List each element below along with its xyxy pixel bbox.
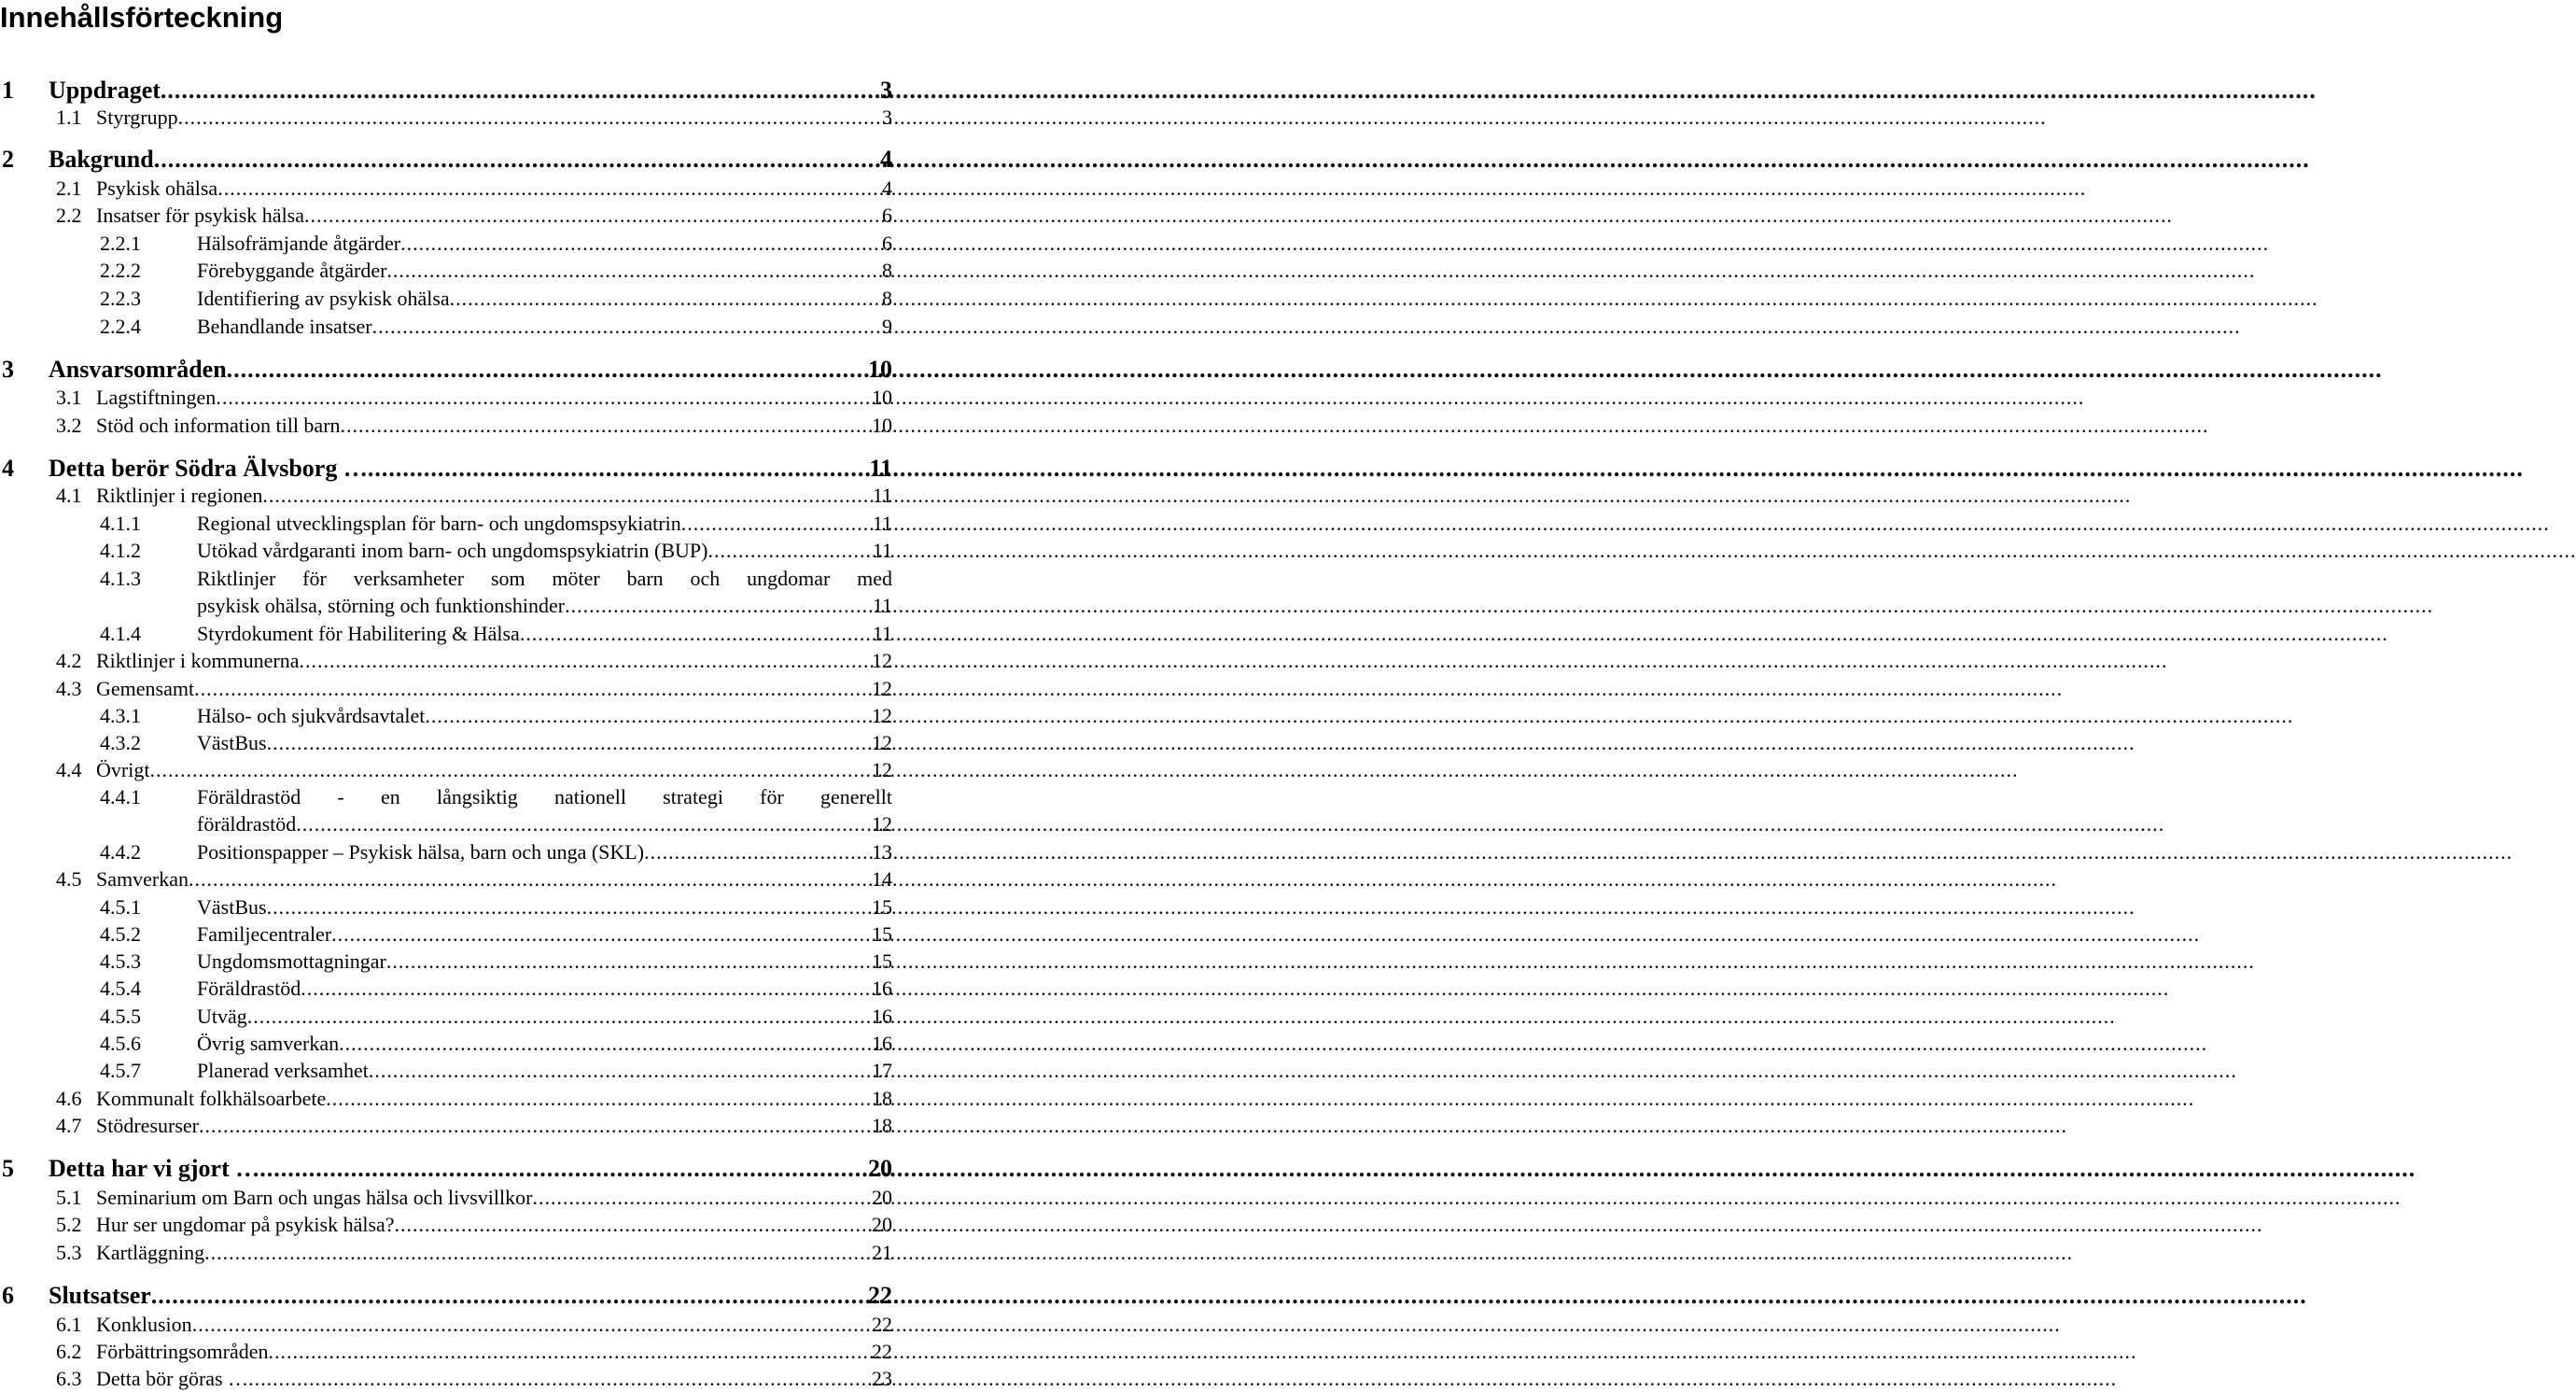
toc-entry-page: 11 [872, 622, 892, 645]
toc-entry-page: 16 [872, 1005, 892, 1028]
toc-entry-number: 5.2 [56, 1213, 82, 1236]
toc-dot-leader [248, 1365, 870, 1392]
toc-entry-text: Utökad vårdgaranti inom barn- och ungdomspsykiatrin (BUP) [197, 539, 708, 562]
toc-dot-leader [450, 285, 880, 312]
toc-dot-leader [368, 454, 868, 484]
toc-entry-number: 4.1.1 [100, 512, 141, 535]
toc-entry-number: 2.2.1 [100, 232, 141, 255]
toc-entry-text: Positionspapper – Psykisk hälsa, barn och unga (SKL) [197, 840, 645, 864]
toc-entry-number: 3.1 [56, 386, 82, 409]
toc-entry-page: 20 [872, 1186, 892, 1209]
toc-entry-text: Styrgrupp [96, 105, 178, 129]
toc-entry-page: 6 [882, 232, 892, 255]
toc-entry-number: 4.5.1 [100, 895, 141, 919]
toc-entry-text: Stöd och information till barn [96, 414, 341, 437]
toc-entry-number: 4.1.4 [100, 622, 141, 645]
toc-entry-number: 6 [2, 1282, 14, 1309]
toc-entry-page: 22 [868, 1282, 892, 1309]
toc-entry-page: 12 [872, 649, 892, 672]
toc-entry-text: Utväg [197, 1005, 247, 1028]
toc-entry-text: Ungdomsmottagningar [197, 949, 386, 973]
toc-entry-number: 4.5 [56, 867, 82, 891]
toc-entry-number: 2.2 [56, 204, 82, 227]
toc-entry-page: 12 [872, 731, 892, 754]
toc-entry-number: 4.5.2 [100, 922, 141, 946]
toc-dot-leader [267, 893, 870, 921]
toc-entry-page: 12 [872, 758, 892, 781]
toc-entry-number: 6.3 [56, 1367, 82, 1390]
toc-entry-page: 22 [872, 1313, 892, 1336]
toc-dot-leader [644, 838, 870, 865]
toc-dot-leader [565, 592, 871, 619]
toc-entry-page: 12 [872, 704, 892, 727]
toc-entry-number: 4.6 [56, 1087, 82, 1110]
toc-dot-leader [247, 1003, 870, 1030]
toc-entry-text: Övrig samverkan [197, 1032, 340, 1055]
toc-entry-text: Hälso- och sjukvårdsavtalet [197, 704, 426, 727]
toc-entry-page: 18 [872, 1087, 892, 1110]
toc-entry-page: 10 [868, 356, 892, 383]
toc-entry-number: 3.2 [56, 414, 82, 437]
toc-entry-number: 4.5.3 [100, 949, 141, 973]
toc-entry-text: Planerad verksamhet [197, 1059, 369, 1082]
toc-entry-text: VästBus [197, 731, 267, 754]
toc-entry-number: 2.2.4 [100, 315, 141, 338]
toc-entry-text: Stödresurser [96, 1114, 199, 1137]
toc-dot-leader [425, 702, 870, 729]
toc-dot-leader [520, 620, 871, 647]
toc-entry-text: Kartläggning [96, 1241, 205, 1264]
toc-dot-leader [151, 1281, 866, 1311]
toc-entry-number: 4.5.7 [100, 1059, 141, 1082]
toc-dot-leader [326, 1085, 870, 1112]
toc-entry-page: 4 [880, 146, 892, 173]
toc-entry-text: Riktlinjer i kommunerna [96, 649, 300, 672]
toc-dot-leader [372, 313, 880, 340]
toc-entry-number: 4.2 [56, 649, 82, 672]
toc-entry-text: Förebyggande åtgärder [197, 259, 387, 282]
toc-dot-leader [161, 76, 878, 105]
toc-entry-text: Identifiering av psykisk ohälsa [197, 287, 450, 310]
toc-entry-page: 6 [882, 204, 892, 227]
toc-dot-leader [227, 355, 866, 385]
toc-entry-page: 15 [872, 949, 892, 973]
toc-title: Innehållsförteckning [0, 1, 284, 34]
toc-dot-leader [296, 810, 870, 837]
toc-entry-number: 4.3 [56, 677, 82, 700]
toc-entry-number: 2 [2, 146, 14, 173]
toc-entry-number: 4.1.3 [100, 567, 141, 590]
toc-entry-text: Kommunalt folkhälsoarbete [96, 1087, 327, 1110]
toc-entry-number: 2.1 [56, 176, 82, 200]
toc-dot-leader [216, 384, 870, 411]
toc-entry-text: Slutsatser [49, 1282, 151, 1309]
toc-entry-number: 4.4.1 [100, 785, 141, 808]
toc-entry-text: Insatser för psykisk hälsa [96, 204, 305, 227]
toc-entry-page: 10 [872, 386, 892, 409]
toc-entry-page: 8 [882, 259, 892, 282]
toc-entry-page: 4 [882, 176, 892, 200]
toc-entry-text-line1: Föräldrastöd - en långsiktig nationell strategi för generellt [197, 785, 892, 808]
toc-entry-number: 4.4.2 [100, 840, 141, 864]
toc-entry-number: 2.2.3 [100, 287, 141, 310]
toc-dot-leader [400, 230, 880, 257]
toc-entry-text: Uppdraget [49, 77, 161, 104]
toc-entry-text: Bakgrund [49, 146, 154, 173]
toc-dot-leader [199, 1112, 870, 1139]
toc-entry-text: Samverkan [96, 867, 189, 891]
toc-entry-page: 3 [882, 105, 892, 129]
toc-entry-number: 1.1 [56, 105, 82, 129]
toc-dot-leader [259, 1154, 866, 1184]
toc-entry-number: 5.1 [56, 1186, 82, 1209]
toc-entry-text: Hur ser ungdomar på psykisk hälsa? [96, 1213, 395, 1236]
toc-entry-text: Riktlinjer i regionen [96, 484, 263, 507]
toc-entry-number: 1 [2, 77, 14, 104]
toc-entry-text: Psykisk ohälsa [96, 176, 218, 200]
toc-entry-page: 15 [872, 895, 892, 919]
toc-entry-number: 4.4 [56, 758, 82, 781]
toc-page [0, 0, 896, 1392]
toc-dot-leader [386, 257, 880, 284]
toc-entry-number: 4.5.5 [100, 1005, 141, 1028]
toc-entry-text: Förbättringsområden [96, 1340, 269, 1363]
toc-dot-leader [262, 482, 870, 509]
toc-dot-leader [192, 1311, 870, 1338]
toc-entry-page: 16 [872, 977, 892, 1000]
toc-entry-text: Detta har vi gjort … [49, 1155, 260, 1182]
toc-entry-page: 11 [872, 484, 892, 507]
toc-entry-page: 15 [872, 922, 892, 946]
toc-entry-number: 6.1 [56, 1313, 82, 1336]
toc-entry-number: 5 [2, 1155, 14, 1182]
toc-entry-text: Ansvarsområden [49, 356, 227, 383]
toc-entry-text: Föräldrastöd [197, 977, 301, 1000]
toc-dot-leader [707, 537, 870, 564]
toc-dot-leader [301, 975, 870, 1002]
toc-entry-number: 6.2 [56, 1340, 82, 1363]
toc-entry-page: 20 [868, 1155, 892, 1182]
toc-entry-number: 4.1 [56, 484, 82, 507]
toc-entry-page: 11 [872, 594, 892, 617]
toc-dot-leader [178, 104, 880, 131]
toc-dot-leader [189, 865, 870, 893]
toc-entry-page: 10 [872, 414, 892, 437]
toc-dot-leader [154, 145, 878, 175]
toc-entry-page: 14 [872, 867, 892, 891]
toc-entry-page: 8 [882, 287, 892, 310]
toc-entry-number: 4.3.2 [100, 731, 141, 754]
toc-dot-leader [532, 1184, 870, 1211]
toc-dot-leader [217, 175, 880, 202]
toc-entry-page: 13 [872, 840, 892, 864]
toc-entry-number: 4.7 [56, 1114, 82, 1137]
toc-entry-text: Konklusion [96, 1313, 192, 1336]
toc-entry-number: 5.3 [56, 1241, 82, 1264]
toc-entry-text: Regional utvecklingsplan för barn- och ungdomspsykiatrin [197, 512, 681, 535]
toc-entry-page: 12 [872, 812, 892, 836]
toc-entry-text: Detta berör Södra Älvsborg … [49, 455, 368, 482]
toc-entry-page: 21 [872, 1241, 892, 1264]
toc-entry-page: 17 [872, 1059, 892, 1082]
toc-entry-text: Hälsofrämjande åtgärder [197, 232, 401, 255]
toc-entry-number: 4 [2, 455, 14, 482]
toc-entry-page: 20 [872, 1213, 892, 1236]
toc-dot-leader [300, 647, 870, 674]
toc-entry-page: 12 [872, 677, 892, 700]
toc-dot-leader [204, 1239, 870, 1266]
toc-dot-leader [395, 1211, 870, 1238]
toc-dot-leader [331, 921, 870, 948]
toc-entry-page: 23 [872, 1367, 892, 1390]
toc-dot-leader [194, 675, 870, 702]
toc-dot-leader [681, 510, 871, 537]
toc-entry-page: 3 [880, 77, 892, 104]
toc-entry-text: VästBus [197, 895, 267, 919]
toc-entry-text: psykisk ohälsa, störning och funktionshinder [197, 594, 566, 617]
toc-dot-leader [386, 948, 870, 975]
toc-dot-leader [341, 412, 870, 439]
toc-entry-number: 4.3.1 [100, 704, 141, 727]
toc-entry-text: Övrigt [96, 758, 150, 781]
toc-entry-page: 11 [872, 512, 892, 535]
toc-dot-leader [304, 202, 880, 229]
toc-dot-leader [267, 729, 870, 756]
toc-entry-page: 11 [869, 455, 892, 482]
toc-entry-text: Gemensamt [96, 677, 195, 700]
toc-dot-leader [369, 1057, 870, 1084]
toc-entry-text-line1: Riktlinjer för verksamheter som möter barn och ungdomar med [197, 567, 892, 590]
toc-entry-page: 18 [872, 1114, 892, 1137]
toc-dot-leader [339, 1030, 870, 1057]
toc-dot-leader [269, 1338, 870, 1365]
toc-entry-text: Seminarium om Barn och ungas hälsa och livsvillkor [96, 1186, 533, 1209]
toc-entry-page: 22 [872, 1340, 892, 1363]
toc-entry-text: Styrdokument för Habilitering & Hälsa [197, 622, 520, 645]
toc-entry-page: 11 [872, 539, 892, 562]
toc-entry-number: 4.1.2 [100, 539, 141, 562]
toc-entry-number: 2.2.2 [100, 259, 141, 282]
toc-entry-number: 3 [2, 356, 14, 383]
toc-entry-text: Behandlande insatser [197, 315, 372, 338]
toc-entry-text: Familjecentraler [197, 922, 332, 946]
toc-entry-number: 4.5.6 [100, 1032, 141, 1055]
toc-entry-page: 16 [872, 1032, 892, 1055]
toc-entry-text: Lagstiftningen [96, 386, 217, 409]
toc-entry-text: föräldrastöd [197, 812, 297, 836]
toc-entry-number: 4.5.4 [100, 977, 141, 1000]
toc-entry-page: 9 [882, 315, 892, 338]
toc-dot-leader [149, 756, 870, 783]
toc-entry-text: Detta bör göras … [96, 1367, 249, 1390]
